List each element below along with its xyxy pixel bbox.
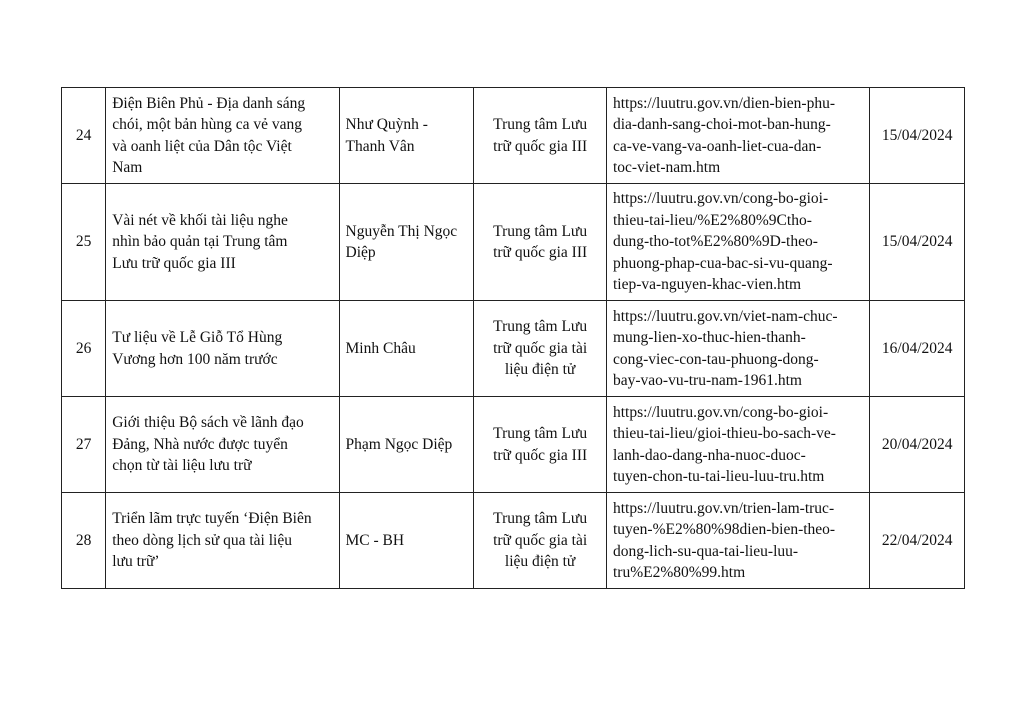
unit-line: Trung tâm Lưu	[493, 222, 588, 240]
date-cell: 15/04/2024	[870, 184, 965, 301]
unit-line: trữ quốc gia III	[493, 244, 588, 261]
article-list-table	[61, 87, 965, 589]
author-line: MC - BH	[345, 531, 405, 549]
author-cell	[339, 397, 474, 493]
link-line[interactable]: ca-ve-vang-va-oanh-liet-cua-dan-	[612, 137, 822, 155]
article-title-line: nhìn bảo quản tại Trung tâm	[112, 233, 288, 251]
author-line: Như Quỳnh -	[345, 116, 428, 133]
link-line[interactable]: thieu-tai-lieu/%E2%80%9Ctho-	[612, 211, 812, 229]
article-title-line: lưu trữ’	[112, 553, 160, 571]
link-cell[interactable]	[606, 88, 869, 184]
unit-line: Trung tâm Lưu	[493, 116, 588, 133]
unit-line: trữ quốc gia III	[493, 137, 588, 155]
author-line: Phạm Ngọc Diệp	[345, 435, 453, 453]
unit-line: liệu điện tử	[504, 361, 576, 379]
link-line[interactable]: tiep-va-nguyen-khac-vien.htm	[612, 276, 802, 294]
unit-line: Trung tâm Lưu	[493, 425, 588, 442]
link-cell[interactable]	[606, 397, 869, 493]
link-line[interactable]: cong-viec-con-tau-phuong-dong-	[612, 350, 819, 368]
article-title-line: Lưu trữ quốc gia III	[112, 254, 236, 272]
article-title-line: Triển lãm trực tuyến ‘Điện Biên	[112, 510, 312, 528]
link-line[interactable]: toc-viet-nam.htm	[612, 159, 721, 176]
article-title-line: theo dòng lịch sử qua tài liệu	[112, 531, 292, 549]
link-cell[interactable]	[606, 301, 869, 397]
link-line[interactable]: https://luutru.gov.vn/viet-nam-chuc-	[612, 307, 838, 325]
unit-line: Trung tâm Lưu	[493, 510, 588, 528]
link-line[interactable]: tru%E2%80%99.htm	[612, 564, 746, 581]
article-title-cell	[106, 493, 339, 589]
unit-line: trữ quốc gia tài	[493, 531, 588, 549]
unit-line: trữ quốc gia tài	[493, 339, 588, 357]
link-line[interactable]: dung-tho-tot%E2%80%9D-theo-	[612, 233, 818, 251]
unit-cell	[474, 493, 607, 589]
link-line[interactable]: https://luutru.gov.vn/trien-lam-truc-	[612, 499, 835, 517]
author-cell	[339, 184, 474, 301]
link-line[interactable]: phuong-phap-cua-bac-si-vu-quang-	[612, 254, 833, 272]
link-line[interactable]: https://luutru.gov.vn/cong-bo-gioi-	[612, 190, 829, 208]
article-title-cell	[106, 397, 339, 493]
article-title-line: Vương hơn 100 năm trước	[112, 350, 278, 368]
date-cell: 15/04/2024	[870, 88, 965, 184]
row-number: 28	[62, 493, 106, 589]
link-line[interactable]: dong-lich-su-qua-tai-lieu-luu-	[612, 542, 799, 560]
table-body	[62, 88, 965, 589]
link-line[interactable]: thieu-tai-lieu/gioi-thieu-bo-sach-ve-	[612, 425, 836, 442]
link-line[interactable]: mung-lien-xo-thuc-hien-thanh-	[612, 329, 806, 346]
article-title-cell	[106, 184, 339, 301]
article-title-line: Điện Biên Phủ - Địa danh sáng	[112, 94, 306, 112]
date-cell: 20/04/2024	[870, 397, 965, 493]
link-line[interactable]: dia-danh-sang-choi-mot-ban-hung-	[612, 116, 831, 133]
unit-cell	[474, 301, 607, 397]
link-line[interactable]: tuyen-%E2%80%98dien-bien-theo-	[612, 521, 836, 538]
table-row	[62, 397, 965, 493]
article-title-line: Nam	[112, 159, 143, 176]
article-title-line: Giới thiệu Bộ sách về lãnh đạo	[112, 414, 304, 432]
author-cell	[339, 301, 474, 397]
author-line: Diệp	[345, 244, 376, 261]
table-row	[62, 301, 965, 397]
row-number: 24	[62, 88, 106, 184]
unit-line: Trung tâm Lưu	[493, 318, 588, 336]
link-cell[interactable]	[606, 493, 869, 589]
unit-cell	[474, 88, 607, 184]
link-cell[interactable]	[606, 184, 869, 301]
article-title-line: và oanh liệt của Dân tộc Việt	[112, 137, 292, 155]
row-number: 25	[62, 184, 106, 301]
author-cell	[339, 493, 474, 589]
article-title-line: Vài nét về khối tài liệu nghe	[112, 211, 288, 229]
article-title-line: Tư liệu về Lễ Giỗ Tổ Hùng	[112, 329, 283, 346]
link-line[interactable]: tuyen-chon-tu-tai-lieu-luu-tru.htm	[612, 468, 825, 485]
link-line[interactable]: https://luutru.gov.vn/dien-bien-phu-	[612, 94, 835, 112]
article-title-cell	[106, 88, 339, 184]
unit-cell	[474, 397, 607, 493]
row-number: 27	[62, 397, 106, 493]
link-line[interactable]: lanh-dao-dang-nha-nuoc-duoc-	[612, 446, 806, 464]
link-line[interactable]: https://luutru.gov.vn/cong-bo-gioi-	[612, 403, 829, 421]
unit-line: trữ quốc gia III	[493, 446, 588, 464]
date-cell: 22/04/2024	[870, 493, 965, 589]
table-row	[62, 88, 965, 184]
table-row	[62, 184, 965, 301]
author-cell	[339, 88, 474, 184]
row-number: 26	[62, 301, 106, 397]
article-title-line: Đảng, Nhà nước được tuyển	[112, 435, 288, 453]
author-line: Thanh Vân	[345, 137, 415, 155]
table-row	[62, 493, 965, 589]
article-title-line: chói, một bản hùng ca vẻ vang	[112, 116, 303, 133]
unit-line: liệu điện tử	[504, 553, 576, 571]
date-cell: 16/04/2024	[870, 301, 965, 397]
unit-cell	[474, 184, 607, 301]
article-title-cell	[106, 301, 339, 397]
author-line: Nguyễn Thị Ngọc	[345, 222, 458, 240]
article-title-line: chọn từ tài liệu lưu trữ	[112, 457, 252, 475]
link-line[interactable]: bay-vao-vu-tru-nam-1961.htm	[612, 372, 802, 389]
author-line: Minh Châu	[345, 339, 416, 357]
